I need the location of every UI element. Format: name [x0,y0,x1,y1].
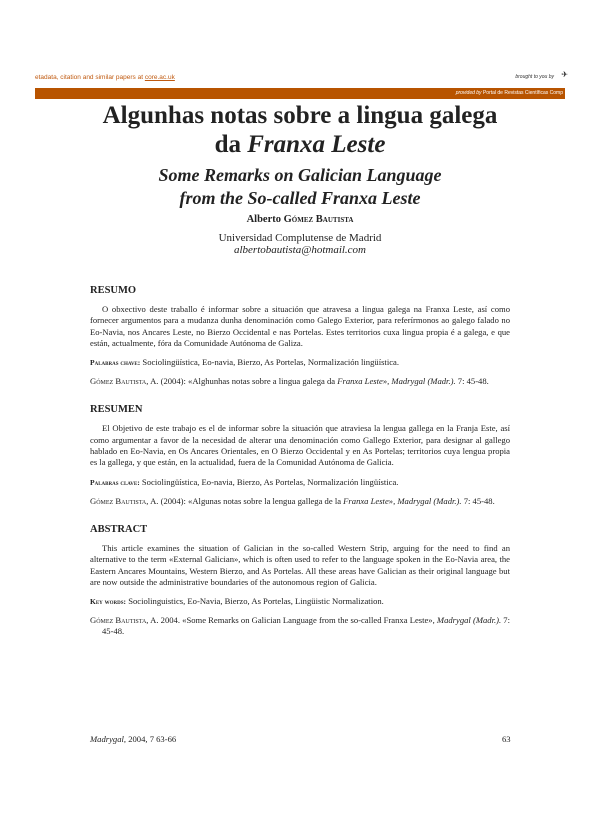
cit-author: Gómez Bautista [90,495,147,506]
cit-author: Gómez Bautista [90,376,147,387]
author-name [0,214,600,226]
abstracts-body [90,284,510,654]
cit-text: , A. 2004. «Some Remarks on Galician Language from the so-called Franxa Leste», [146,615,437,626]
cit-text: , A. (2004): «Algunas notas sobre la lengua gallega de la [146,495,344,506]
author-first: Alberto [246,214,284,225]
resumo-section [90,284,510,387]
kw-text: Sociolingüística, Eo-navia, Bierzo, As Portelas, Normalización lingüística. [142,357,399,368]
core-link[interactable]: core.ac.uk [144,74,175,81]
kw-label: Key words: [90,597,127,607]
page-number: 63 [502,734,511,744]
footer-journal-name: Madrygal [90,734,124,744]
abstract-section [90,523,510,638]
resumo-heading: RESUMO [90,285,137,296]
kw-text: Sociolingüística, Eo-navia, Bierzo, As Portelas, Normalización lingüística. [141,476,399,487]
footer-info: , 2004, 7 63-66 [123,734,177,744]
author-email[interactable]: albertobautista@hotmail.com [233,244,367,256]
kw-label: Palabras chave: [90,358,141,368]
kw-text: Sociolinguistics, Eo-Navia, Bierzo, As Portelas, Lingüistic Normalization. [128,596,384,607]
abstract-body: This article examines the situation of Galician in the so-called Western Strip, arguing for the need to find an alternative to the term «External Galician», which is often used to refer to the language spoken in the Eo-Navia area, the Eastern Ancares Mountains, Western Bierzo, and As Portelas. All these areas have Galician as their original language but are now outside the administrative boundaries of the autonomous region of Galicia. [90,542,510,587]
resumo-body: O obxectivo deste traballo é informar sobre a situación que atravesa a lingua galega na Franxa Leste, así como fornecer argumentos para a mudanza dunha denominación como Galego Exterior, para referírmonos ao galego falado no Eo-Navia, nos Ancares Leste, no Bierzo Occidental e nas Portelas. Estes territorios cuxa lingua propia é a galega, e que están, actualmente, fóra da Comunidade Autónoma de Galiza. [90,304,510,348]
resumen-body: El Objetivo de este trabajo es el de informar sobre la situación que atraviesa la lengua gallega en la Franja Este, así como argumentar a favor de la necesidad de alterar una denominación como Gallego Exterior, para designar al gallego hablado en Eo-Navia, en Os Ancares Orientales, en O Bierzo Occidental y en As Portelas; territorios cuya lengua propia es la gallega, y que están, en la actualidad, fuera de la Comunidad Autónoma de Galicia. [90,423,510,468]
author-last: Gómez Bautista [283,214,354,225]
cit-italic: Franxa Leste [343,495,389,506]
provider-name: Portal de Revistas Científicas Comp [482,90,563,96]
cit-text: 7: 45-48. [455,376,489,387]
cit-italic: Franxa Leste [337,376,383,387]
cit-text: , A. (2004): «Alghunhas notas sobre a lingua galega da [146,376,338,387]
cit-journal: Madrygal (Madr.). [397,495,462,506]
resumen-section [90,403,510,506]
cit-text: 7: 45-48. [461,495,495,506]
cit-author: Gómez Bautista [90,615,147,626]
provider-banner[interactable] [35,88,565,99]
abstract-heading: ABSTRACT [90,523,148,535]
resumen-keywords [90,477,510,488]
title-line-1: Algunhas notas sobre a lingua galega [102,102,498,129]
resumo-keywords [90,357,510,368]
cit-text: », [388,495,398,506]
cit-text: 7: 45-48. [102,615,510,637]
footer-journal [90,734,176,745]
affiliation: Universidad Complutense de Madrid [218,232,382,244]
kw-label: Palabras clave: [90,477,140,487]
abstract-citation [90,615,510,638]
provided-by-label: provided by [455,90,482,96]
resumen-citation [90,496,510,507]
resumen-heading: RESUMEN [90,404,143,416]
abstract-keywords [90,596,510,607]
title-line-2 [0,131,600,159]
brought-to-you-text: brought to you by [515,74,554,80]
core-logo-icon: ✈ [561,70,568,79]
cit-text: », [382,376,392,387]
core-banner-text [35,74,175,82]
title-plain: da [214,131,248,158]
resumo-citation [90,376,510,387]
subtitle-line-2: from the So-called Franxa Leste [179,188,421,208]
title-italic: Franxa Leste [247,131,386,158]
cit-journal: Madrygal (Madr.). [436,615,502,626]
cit-journal: Madrygal (Madr.). [391,376,456,387]
author-affiliation [0,232,600,256]
subtitle-line-1: Some Remarks on Galician Language [158,165,442,185]
core-text: etadata, citation and similar papers at [35,74,145,81]
